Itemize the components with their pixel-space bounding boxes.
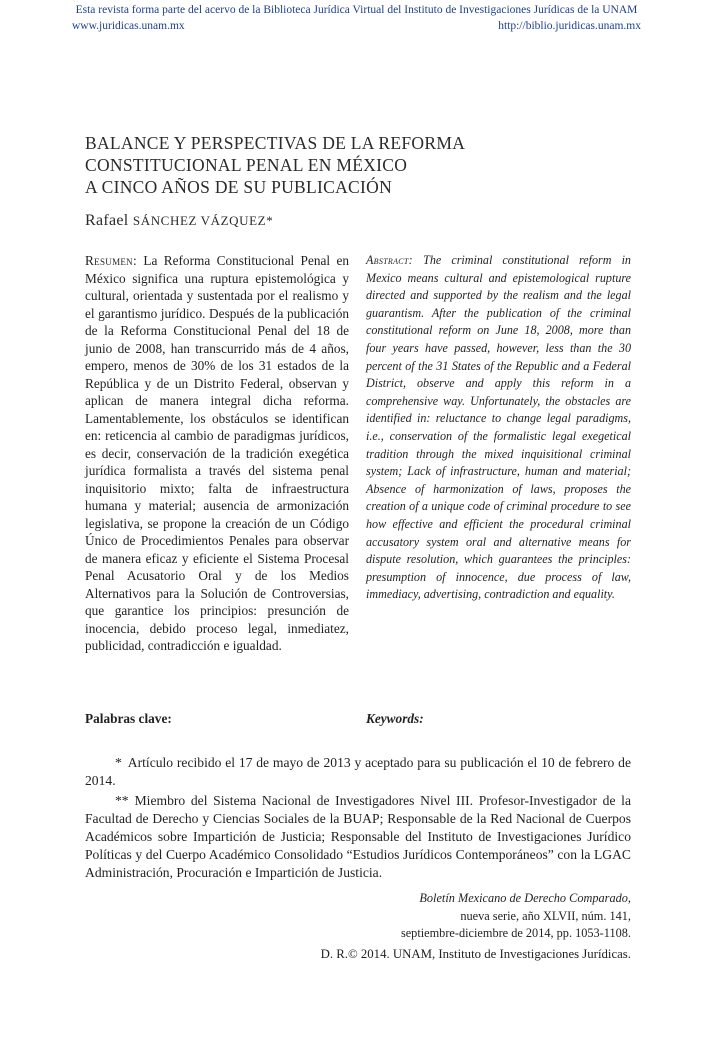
resumen-text: La Reforma Constitucional Penal en México significa una ruptura epistemológica y cultural, orientada y sustentada por el realismo y el garantismo jurídico. Después de la publicación de la Reforma Constitucional Penal del 18 de junio de 2008, han transcurrido más de 4 años, empero, menos de 30% de los 31 estados de la República y de un Distrito Federal, observan y aplican de manera integral dicha reforma. Lamentablemente, los obstáculos se identifican en: reticencia al cambio de paradigmas jurídicos, es decir, conservación de la tradición exegética jurídica formalista a través del sistema penal inquisitorio mixto; falta de infraestructura humana y material; ausencia de armonización legislativa, se propone la creación de un Código Único de Procedimientos Penales para observar de manera eficaz y eficiente el Sistema Procesal Penal Acusatorio Oral y de los Medios Alternativos para la Solución de Controversias, que garantice los principios: presunción de inocencia, debido proceso legal, inmediatez, publicidad, contradicción e igualdad. (85, 253, 349, 653)
author-family-name: SÁNCHEZ VÁZQUEZ* (132, 213, 274, 228)
title-line-2: CONSTITUCIONAL PENAL EN MÉXICO (85, 155, 408, 175)
juridicas-url[interactable]: www.juridicas.unam.mx (72, 20, 185, 32)
resumen-label: Resumen: (85, 253, 137, 268)
palabras-clave-label: Palabras clave: (85, 711, 172, 726)
author-name (85, 212, 273, 230)
footnote-marker: * (115, 755, 122, 770)
author-given-name: Rafael (85, 212, 129, 229)
journal-series: nueva serie, año XLVII, núm. 141, (460, 908, 631, 923)
article-title (85, 132, 645, 198)
abstract-block (366, 252, 631, 604)
footnote (85, 754, 631, 790)
footnote-text: Miembro del Sistema Nacional de Investigadores Nivel III. Profesor-Investigador de la Facultad de Derecho y Ciencias Sociales de la BUAP; Responsable de la Red Nacional de Cuerpos Académicos sobre Impartición de Justicia; Responsable del Instituto de Investigaciones Jurídico Políticas y del Cuerpo Académico Consolidado “Estudios Jurídicos Contemporáneos” con la LGAC Administración, Procuración e Impartición de Justicia. (85, 793, 631, 880)
resumen-block (85, 252, 349, 655)
repository-notice: Esta revista forma parte del acervo de la Biblioteca Jurídica Virtual del Instituto de Investigaciones Jurídicas de la UNAM (75, 4, 638, 16)
abstract-label: Abstract: (366, 253, 414, 267)
title-line-1: BALANCE Y PERSPECTIVAS DE LA REFORMA (85, 133, 466, 153)
journal-pages: septiembre-diciembre de 2014, pp. 1053-1108. (400, 926, 631, 940)
journal-citation (401, 890, 631, 943)
journal-name: Boletín Mexicano de Derecho Comparado, (419, 891, 631, 905)
abstract-text: The criminal constitutional reform in Mexico means cultural and epistemological rupture directed and supported by the realism and the legal guarantism. After the publication of the criminal constitutional reform on June 18, 2008, more than four years have passed, however, less than the 30 percent of the 31 States of the Republic and a Federal District, observe and apply this reform in a comprehensive way. Unfortunately, the obstacles are identified in: reluctance to change legal paradigms, i.e., conservation of the formalistic legal exegetical tradition through the mixed inquisitional criminal system; Lack of infrastructure, human and material; Absence of harmonization of laws, proposes the creation of a unique code of criminal procedure to see how effective and efficient the procedural criminal accusatory system oral and alternative means for dispute resolution, which guarantees the principles: presumption of innocence, due process of law, immediacy, advertising, contradiction and equality. (366, 253, 631, 602)
footnote (85, 792, 631, 882)
title-line-3: A CINCO AÑOS DE SU PUBLICACIÓN (85, 177, 393, 197)
footnote-text: Artículo recibido el 17 de mayo de 2013 y aceptado para su publicación el 10 de febrero de 2014. (85, 755, 631, 788)
keywords-label: Keywords: (366, 711, 424, 726)
biblio-url[interactable]: http://biblio.juridicas.unam.mx (498, 20, 641, 32)
footnotes (85, 754, 631, 884)
footnote-marker: ** (115, 793, 129, 808)
copyright-line: D. R.© 2014. UNAM, Instituto de Investigaciones Jurídicas. (320, 947, 631, 961)
